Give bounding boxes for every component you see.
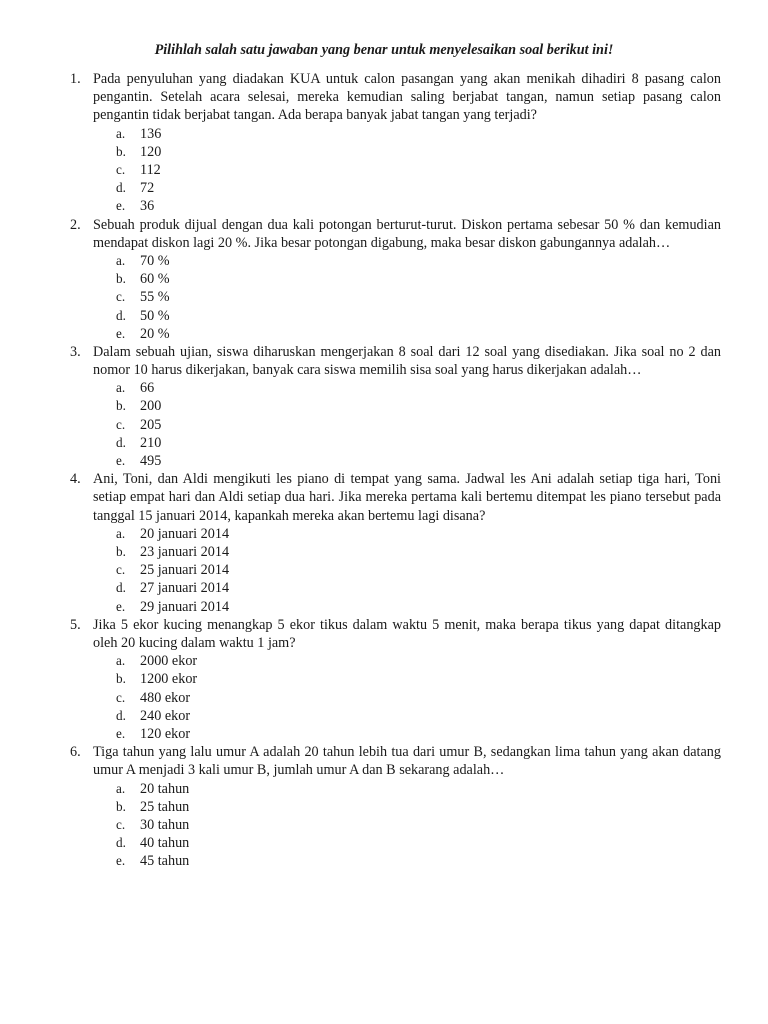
answer-option [0,834,768,852]
option-letter: d. [116,707,126,723]
option-letter: e. [116,453,126,469]
option-text: 20 januari 2014 [140,525,230,542]
option-text: 480 ekor [140,689,191,706]
answer-options [0,525,768,616]
option-text: 205 [140,416,162,433]
option-text: 60 % [140,271,170,288]
option-text: 55 % [140,289,170,306]
answer-option [0,579,768,597]
option-letter: c. [116,161,126,177]
answer-option [0,725,768,743]
option-text: 120 [140,143,162,160]
question-number: 4. [70,471,81,488]
option-letter: a. [116,653,126,669]
option-letter: e. [116,725,126,741]
answer-option [0,161,768,179]
question-text: Tiga tahun yang lalu umur A adalah 20 tahun lebih tua dari umur B, sedangkan lima tahun yang akan datang umur A menjadi 3 kali umur B, jumlah umur A dan B sekarang adalah… [93,744,721,779]
answer-option [0,689,768,707]
question-number: 3. [70,343,81,360]
option-text: 112 [140,161,161,178]
option-text: 2000 ekor [140,653,198,670]
option-letter: d. [116,180,126,196]
answer-option [0,452,768,470]
option-text: 23 januari 2014 [140,544,230,561]
answer-option [0,816,768,834]
answer-option [0,252,768,270]
option-letter: d. [116,434,126,450]
question-number: 6. [70,744,81,761]
option-letter: e. [116,598,126,614]
question-text: Jika 5 ekor kucing menangkap 5 ekor tikus dalam waktu 5 menit, maka berapa tikus yang dapat ditangkap oleh 20 kucing dalam waktu 1 jam? [93,616,721,651]
option-letter: b. [116,143,126,159]
answer-option [0,307,768,325]
answer-option [0,780,768,798]
option-letter: d. [116,835,126,851]
answer-option [0,670,768,688]
answer-option [0,325,768,343]
option-letter: c. [116,816,126,832]
answer-options [0,379,768,470]
option-text: 72 [140,180,155,197]
answer-option [0,598,768,616]
option-letter: e. [116,325,126,341]
option-letter: a. [116,380,126,396]
option-text: 50 % [140,307,170,324]
answer-option [0,525,768,543]
answer-options [0,252,768,343]
answer-option [0,379,768,397]
option-letter: b. [116,544,126,560]
answer-option [0,416,768,434]
option-letter: c. [116,562,126,578]
option-letter: c. [116,416,126,432]
option-text: 30 tahun [140,816,190,833]
option-letter: b. [116,398,126,414]
option-text: 36 [140,198,155,215]
question-number: 5. [70,616,81,633]
option-letter: e. [116,853,126,869]
question-item [0,216,768,343]
option-text: 495 [140,453,162,470]
answer-option [0,143,768,161]
option-letter: b. [116,671,126,687]
question-list [0,70,768,870]
option-text: 29 januari 2014 [140,598,230,615]
option-letter: b. [116,798,126,814]
option-letter: a. [116,252,126,268]
option-letter: b. [116,271,126,287]
option-text: 25 tahun [140,798,190,815]
question-item [0,470,768,616]
option-text: 45 tahun [140,853,190,870]
question-item [0,616,768,743]
question-number: 2. [70,216,81,233]
question-text: Sebuah produk dijual dengan dua kali potongan berturut-turut. Diskon pertama sebesar 50 % dan kemudian mendapat diskon lagi 20 %. Jika besar potongan digabung, maka besar diskon gabungannya adalah… [93,216,721,251]
answer-option [0,434,768,452]
question-item [0,70,768,216]
answer-option [0,852,768,870]
answer-option [0,652,768,670]
option-text: 25 januari 2014 [140,562,230,579]
option-text: 27 januari 2014 [140,580,230,597]
answer-option [0,270,768,288]
answer-options [0,125,768,216]
option-text: 40 tahun [140,835,190,852]
option-letter: c. [116,289,126,305]
answer-options [0,780,768,871]
answer-option [0,288,768,306]
option-text: 70 % [140,252,170,269]
option-letter: a. [116,525,126,541]
instruction-title: Pilihlah salah satu jawaban yang benar untuk menyelesaikan soal berikut ini! [154,42,614,58]
option-text: 20 tahun [140,780,190,797]
answer-option [0,707,768,725]
option-text: 66 [140,380,155,397]
option-text: 120 ekor [140,725,191,742]
option-text: 240 ekor [140,707,191,724]
option-letter: e. [116,198,126,214]
question-text: Dalam sebuah ujian, siswa diharuskan mengerjakan 8 soal dari 12 soal yang disediakan. Jika soal no 2 dan nomor 10 harus dikerjakan, banyak cara siswa memilih sisa soal yang harus dikerjakan adalah… [93,343,721,379]
question-item [0,343,768,470]
question-item [0,743,768,870]
option-text: 210 [140,434,162,451]
option-letter: d. [116,580,126,596]
option-letter: a. [116,780,126,796]
question-text: Ani, Toni, dan Aldi mengikuti les piano di tempat yang sama. Jadwal les Ani adalah setiap tiga hari, Toni setiap empat hari dan Aldi setiap dua hari. Jika mereka pertama kali bertemu ditempat les piano tersebut pada tanggal 15 januari 2014, kapankah mereka akan bertemu lagi disana? [93,471,721,524]
option-letter: d. [116,307,126,323]
answer-option [0,179,768,197]
answer-option [0,561,768,579]
option-text: 20 % [140,325,170,342]
question-number: 1. [70,71,81,87]
question-text: Pada penyuluhan yang diadakan KUA untuk calon pasangan yang akan menikah dihadiri 8 pasang calon pengantin. Setelah acara selesai, mereka kemudian saling berjabat tangan, namun setiap pasang calon pengantin tidak berjabat tangan. Ada berapa banyak jabat tangan yang terjadi? [93,71,721,124]
option-text: 1200 ekor [140,671,198,688]
answer-option [0,543,768,561]
option-letter: c. [116,689,126,705]
option-letter: a. [116,125,126,141]
option-text: 136 [140,125,162,142]
answer-option [0,197,768,215]
answer-options [0,652,768,743]
answer-option [0,798,768,816]
option-text: 200 [140,398,162,415]
answer-option [0,125,768,143]
answer-option [0,397,768,415]
